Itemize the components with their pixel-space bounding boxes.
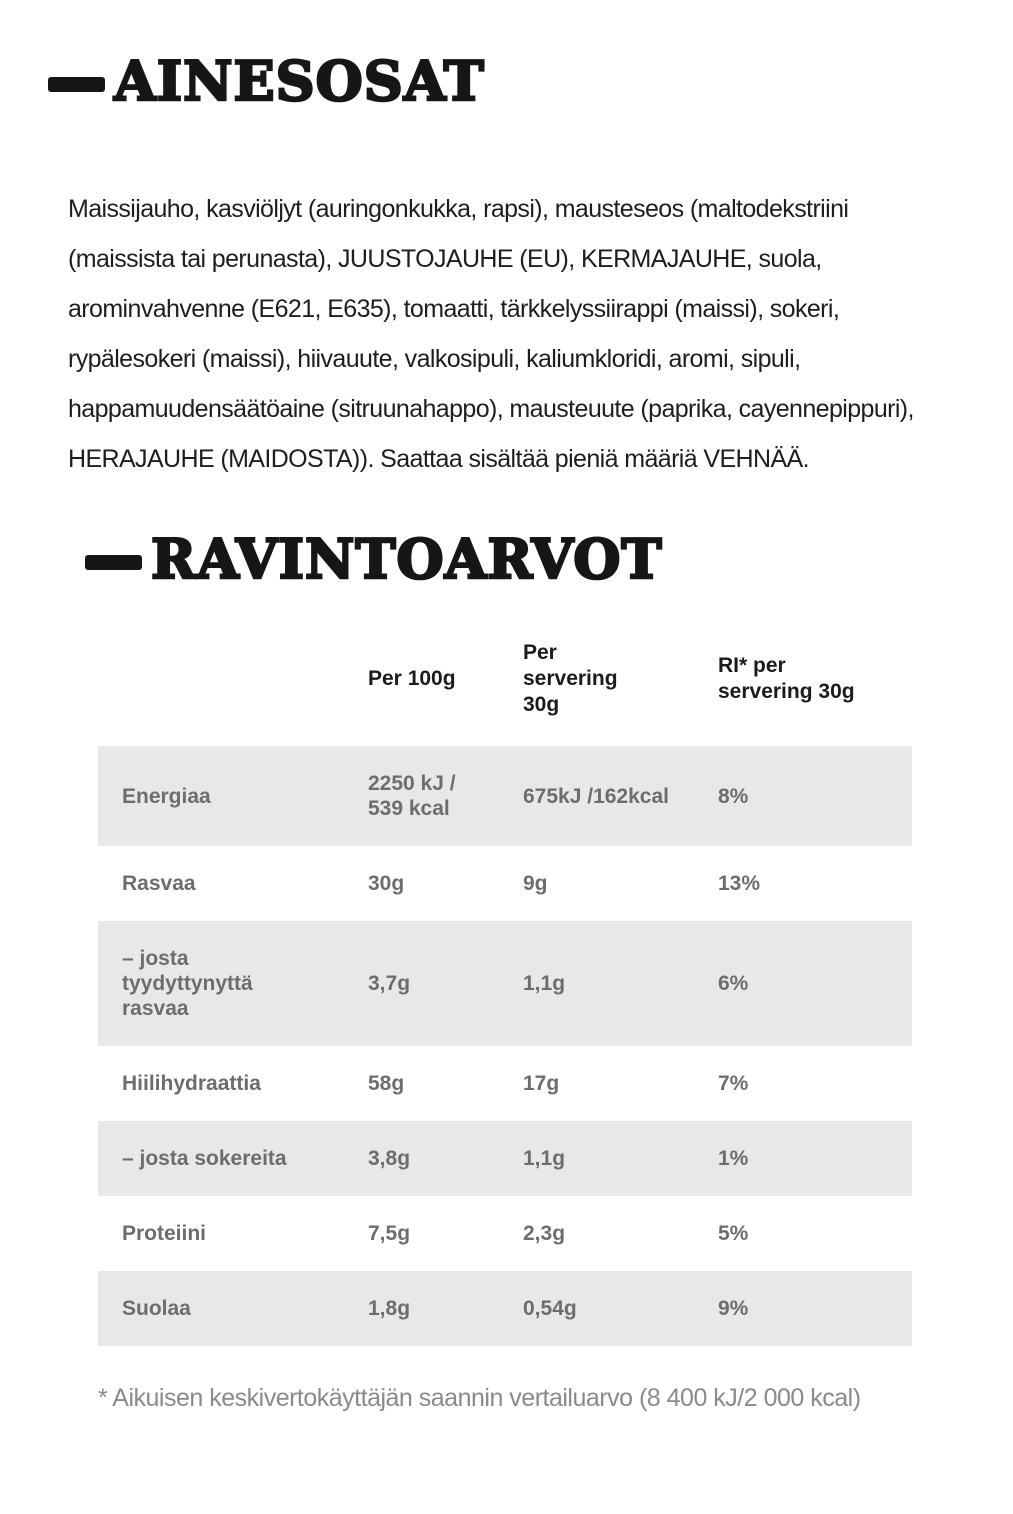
per-100g-cell	[368, 946, 523, 1021]
per-100g-cell	[368, 846, 523, 921]
per-100g-cell-text: 3,8g	[368, 1147, 411, 1170]
nutrition-table	[98, 640, 912, 1346]
ri-cell-text: 6%	[718, 972, 749, 995]
row-label-cell-text: Proteiini	[122, 1222, 207, 1245]
per-100g-cell	[368, 1046, 523, 1121]
table-header	[98, 640, 912, 746]
row-label-cell	[98, 1271, 368, 1346]
per-100g-cell-text: 3,7g	[368, 972, 411, 995]
per-100g-cell	[368, 746, 523, 846]
row-label-cell	[98, 921, 368, 1046]
row-label-cell-text: – josta sokereita	[122, 1147, 287, 1170]
header-per-100g-text: Per 100g	[368, 667, 456, 690]
ri-cell-text: 1%	[718, 1147, 749, 1170]
per-100g-cell-text: 2250 kJ / 539 kcal	[368, 772, 456, 820]
table-row	[98, 746, 912, 846]
per-100g-cell	[368, 1271, 523, 1346]
heading-dash-icon	[48, 77, 105, 92]
ri-cell-text: 8%	[718, 784, 749, 808]
header-cell-ri	[718, 653, 912, 705]
ri-cell-text: 9%	[718, 1297, 749, 1320]
header-ri-text: RI* per servering 30g	[718, 654, 855, 703]
per-serving-cell-text: 1,1g	[523, 1147, 566, 1170]
ingredients-heading-text: AINESOSAT	[114, 49, 485, 113]
per-serving-cell	[523, 759, 718, 834]
table-row	[98, 1271, 912, 1346]
row-label-cell	[98, 1121, 368, 1196]
header-cell-per-serving	[523, 640, 718, 718]
ri-cell	[718, 1196, 912, 1271]
table-row	[98, 846, 912, 921]
nutrition-heading	[85, 528, 1013, 590]
row-label-cell	[98, 846, 368, 921]
per-100g-cell	[368, 1196, 523, 1271]
per-serving-cell-text: 2,3g	[523, 1222, 566, 1245]
per-serving-cell-text: 0,54g	[523, 1297, 577, 1320]
row-label-cell-text: Energiaa	[122, 784, 211, 808]
heading-dash-icon	[85, 555, 142, 570]
header-per-serving-text: Per servering 30g	[523, 641, 618, 716]
ingredients-section	[0, 50, 1013, 484]
footnote: * Aikuisen keskivertokäyttäjän saannin vertailuarvo (8 400 kJ/2 000 kcal)	[98, 1384, 861, 1412]
nutrition-heading-text: RAVINTOARVOT	[151, 527, 663, 591]
per-100g-cell-text: 30g	[368, 872, 405, 895]
ri-cell	[718, 1121, 912, 1196]
per-serving-cell	[523, 946, 718, 1021]
per-serving-cell	[523, 1271, 718, 1346]
per-100g-cell	[368, 1121, 523, 1196]
per-100g-cell-text: 58g	[368, 1072, 405, 1095]
row-label-cell-text: Suolaa	[122, 1297, 191, 1320]
table-row	[98, 1046, 912, 1121]
table-row	[98, 921, 912, 1046]
per-serving-cell-text: 1,1g	[523, 972, 566, 995]
per-serving-cell	[523, 1046, 718, 1121]
table-body	[98, 746, 912, 1346]
row-label-cell	[98, 1046, 368, 1121]
per-serving-cell-text: 675kJ /162kcal	[523, 784, 669, 808]
per-serving-cell-text: 17g	[523, 1072, 560, 1095]
row-label-cell-text: Rasvaa	[122, 872, 196, 895]
row-label-cell-text: – josta tyydyttynyttä rasvaa	[122, 947, 253, 1020]
per-serving-cell-text: 9g	[523, 872, 548, 895]
row-label-cell	[98, 1196, 368, 1271]
ri-cell-text: 13%	[718, 872, 761, 895]
ri-cell-text: 5%	[718, 1222, 749, 1245]
header-cell-per-100g	[368, 666, 523, 692]
nutrition-section	[0, 528, 1013, 1413]
ri-cell	[718, 759, 912, 834]
ingredients-text: Maissijauho, kasviöljyt (auringonkukka, rapsi), mausteseos (maltodekstriini (maissista tai perunasta), JUUSTOJAUHE (EU), KERMAJAUHE, suola, arominvahvenne (E621, E635), tomaatti, tärkkelyssiirappi (maissi), sokeri, rypälesokeri (maissi), hiivauute, valkosipuli, kaliumkloridi, aromi, sipuli, happamuudensäätöaine (sitruunahappo), mausteuute (paprika, cayennepippuri), HERAJAUHE (MAIDOSTA)). Saattaa sisältää pieniä määriä VEHNÄÄ.	[68, 195, 914, 473]
row-label-cell-text: Hiilihydraattia	[122, 1072, 261, 1095]
per-serving-cell	[523, 1121, 718, 1196]
ri-cell-text: 7%	[718, 1072, 749, 1095]
per-100g-cell-text: 1,8g	[368, 1297, 411, 1320]
ingredients-heading	[48, 50, 1013, 112]
table-row	[98, 1121, 912, 1196]
per-100g-cell-text: 7,5g	[368, 1222, 411, 1245]
ri-cell	[718, 846, 912, 921]
ri-cell	[718, 1046, 912, 1121]
per-serving-cell	[523, 846, 718, 921]
per-serving-cell	[523, 1196, 718, 1271]
row-label-cell	[98, 759, 368, 834]
ri-cell	[718, 946, 912, 1021]
table-row	[98, 1196, 912, 1271]
ri-cell	[718, 1271, 912, 1346]
